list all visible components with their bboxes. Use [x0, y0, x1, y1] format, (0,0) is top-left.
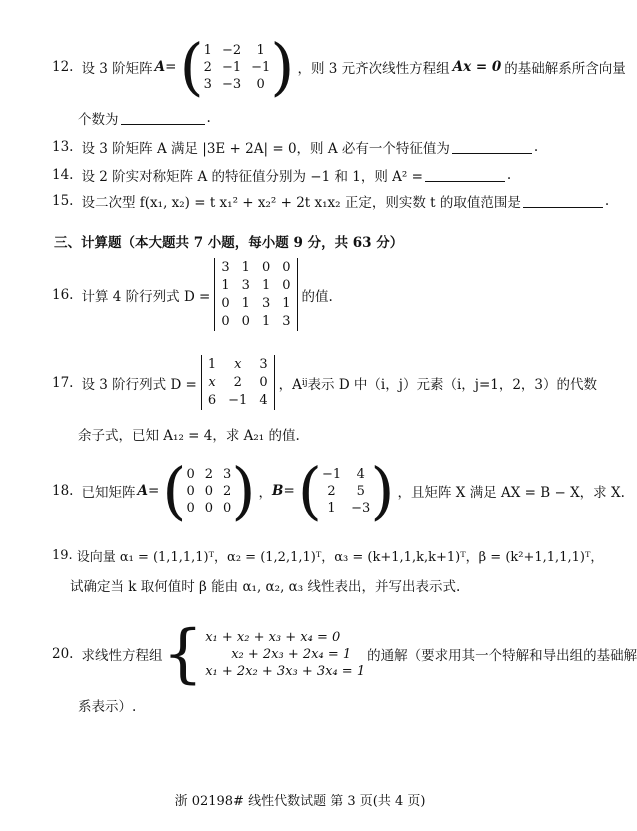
q18-matrix-b: ( −1 4 2 5 1 −3 ) [297, 454, 395, 527]
q18-post: ，且矩阵 X 满足 AX = B − X，求 X. [397, 485, 625, 501]
q20-system [205, 630, 365, 679]
q18-matrix-b-cell: 5 [356, 483, 365, 499]
q12-row: 12. 设 3 阶矩阵 A = ( 1 −2 1 2 −1 −1 3 −3 0 ) ，则 3 元齐次线性方程组 Ax = 0 的基础解系所含向量 [52, 30, 626, 103]
q20-eq-1: x₁ + x₂ + x₃ + x₄ = 0 [205, 629, 341, 645]
q16-det-cell: 0 [221, 296, 230, 311]
q20-pre: 求线性方程组 [81, 648, 163, 664]
q16-post: 的值. [301, 288, 333, 305]
q16-row [52, 258, 333, 331]
q12-eq: Ax = 0 [452, 59, 502, 75]
q17-det-cell: 6 [207, 393, 217, 408]
q18-matrix-a-cell: 0 [204, 483, 214, 499]
q13-blank[interactable] [452, 141, 532, 154]
q14-text: 设 2 阶实对称矩阵 A 的特征值分别为 −1 和 1，则 A² = [81, 169, 423, 185]
q18-matrix-a-cell: 0 [204, 500, 214, 516]
q19-line1: 设向量 α₁ = (1,1,1,1)ᵀ，α₂ = (1,2,1,1)ᵀ，α₃ = (k+1,1,k,k+1)ᵀ，β = (k²+1,1,1,1)ᵀ， [76, 550, 604, 565]
q17-post2: 表示 D 中（i，j）元素（i，j=1，2，3）的代数 [307, 376, 598, 393]
q12-matrix-cell: 0 [256, 76, 265, 92]
q18-matrix-a-cell: 3 [223, 466, 232, 482]
q16-det-cell: 0 [241, 314, 250, 329]
q16-det-cell: 3 [261, 296, 271, 311]
q12-post2: 的基础解系所含向量 [504, 61, 626, 77]
q18-matrix-a-cell: 2 [223, 483, 232, 499]
q17-post-sub: ij [301, 377, 308, 388]
q18-var-b: B [272, 483, 284, 499]
q12-matrix-cell: 1 [203, 42, 212, 58]
q18-matrix-a: ( 0 2 3 0 0 2 0 0 0 ) [162, 454, 256, 527]
q20-eq-3: x₁ + 2x₂ + 3x₃ + 3x₄ = 1 [205, 663, 366, 679]
q20-number: 20. [52, 646, 74, 662]
q16-det-cell: 1 [282, 296, 291, 311]
q12-blank[interactable] [121, 112, 205, 125]
q17-det-cell: 3 [259, 357, 268, 372]
q16-determinant [214, 258, 297, 331]
q15-blank[interactable] [523, 195, 603, 208]
q17-det-cell: −1 [228, 393, 248, 408]
q16-det-cell: 1 [261, 314, 271, 329]
q18-matrix-a-cell: 0 [186, 500, 195, 516]
q16-det-cell: 0 [261, 260, 271, 275]
q16-det-cell: 3 [282, 314, 291, 329]
q17-number: 17. [52, 374, 74, 391]
q18-number: 18. [52, 483, 74, 499]
q20-line2: 系表示）. [78, 699, 137, 715]
q19-line2: 试确定当 k 取何值时 β 能由 α₁, α₂, α₃ 线性表出，并写出表示式. [70, 579, 461, 595]
q17-det-cell: 0 [259, 375, 268, 390]
q17-det-cell: x [234, 357, 242, 372]
q15-number: 15. [52, 193, 74, 209]
q17-row [52, 355, 597, 410]
q16-det-cell: 1 [241, 296, 250, 311]
q16-number: 16. [52, 286, 74, 303]
q18-row: 18. 已知矩阵 A = ( 0 2 3 0 0 2 0 0 0 ) ， B = ( −1 4 2 5 1 −3 ) ，且矩阵 X 满足 AX = B − X，求 X. [52, 454, 625, 527]
q12-number: 12. [52, 59, 74, 75]
q12-post: ，则 3 元齐次线性方程组 [297, 61, 450, 77]
q16-det-cell: 1 [261, 278, 271, 293]
q16-det-cell: 1 [221, 278, 230, 293]
q12-matrix-cell: −2 [221, 42, 242, 58]
q16-det-cell: 0 [282, 278, 291, 293]
q14-number: 14. [52, 167, 74, 183]
q14-row: 14. 设 2 阶实对称矩阵 A 的特征值分别为 −1 和 1，则 A² = . [52, 167, 512, 185]
q16-det-cell: 0 [221, 314, 230, 329]
q13-number: 13. [52, 139, 74, 155]
q17-det-cell: 1 [207, 357, 217, 372]
q20-row [52, 617, 637, 691]
q18-var-a: A [137, 483, 148, 499]
q18-matrix-b-cell: −1 [321, 466, 342, 482]
q18-matrix-a-cell: 0 [186, 483, 195, 499]
q12-line2: 个数为 . [78, 110, 211, 128]
q12-matrix-cell: 1 [256, 42, 265, 58]
q18-matrix-a-cell: 0 [186, 466, 195, 482]
q13-text: 设 3 阶矩阵 A 满足 |3E + 2A| = 0，则 A 必有一个特征值为 [81, 141, 450, 157]
q20-brace: { [162, 617, 204, 691]
q12-var: A [154, 59, 166, 75]
q12-matrix-cell: 3 [203, 76, 212, 92]
q15-row: 15. 设二次型 f(x₁, x₂) = t x₁² + x₂² + 2t x₁x₂ 正定，则实数 t 的取值范围是 . [52, 193, 610, 211]
page-footer: 浙 02198# 线性代数试题 第 3 页(共 4 页) [174, 794, 426, 809]
q18-matrix-b-cell: −3 [351, 500, 371, 516]
q19-row [52, 546, 603, 565]
q14-blank[interactable] [425, 169, 505, 182]
q19-number: 19. [52, 548, 73, 563]
q17-pre: 设 3 阶行列式 D = [81, 376, 197, 393]
q16-det-cell: 0 [282, 260, 291, 275]
q12-matrix: ( 1 −2 1 2 −1 −1 3 −3 0 ) [179, 30, 295, 103]
q18-matrix-b-cell: 2 [327, 483, 336, 499]
q16-det-cell: 3 [221, 260, 230, 275]
q18-matrix-a-cell: 2 [204, 466, 214, 482]
q18-matrix-a-cell: 0 [223, 500, 232, 516]
q16-pre: 计算 4 阶行列式 D = [81, 288, 211, 305]
q17-det-cell: 2 [233, 375, 242, 390]
q18-matrix-b-cell: 4 [356, 466, 365, 482]
q17-post: ，A [278, 376, 302, 393]
q18-matrix-b-cell: 1 [327, 500, 336, 516]
q13-row: 13. 设 3 阶矩阵 A 满足 |3E + 2A| = 0，则 A 必有一个特征值为 . [52, 139, 539, 157]
section3-title: 三、计算题（本大题共 7 小题，每小题 9 分，共 63 分） [54, 235, 404, 251]
q16-det-cell: 3 [241, 278, 250, 293]
q20-eq-2: x₂ + 2x₃ + 2x₄ = 1 [231, 646, 352, 662]
q20-post: 的通解（要求用其一个特解和导出组的基础解 [367, 648, 637, 664]
q17-line2: 余子式，已知 A₁₂ = 4，求 A₂₁ 的值. [78, 428, 300, 444]
q18-pre: 已知矩阵 [81, 485, 136, 501]
q17-det-cell: x [208, 375, 216, 390]
q17-det-cell: 4 [259, 393, 268, 408]
q15-text: 设二次型 f(x₁, x₂) = t x₁² + x₂² + 2t x₁x₂ 正定，则实数 t 的取值范围是 [81, 195, 521, 211]
q12-matrix-cell: 2 [203, 59, 212, 75]
q12-matrix-cell: −1 [251, 59, 271, 75]
q16-det-cell: 1 [241, 260, 250, 275]
q12-matrix-cell: −3 [221, 76, 242, 92]
q12-pre: 设 3 阶矩阵 [81, 61, 153, 77]
q12-matrix-cell: −1 [221, 59, 242, 75]
q17-determinant [201, 355, 275, 410]
